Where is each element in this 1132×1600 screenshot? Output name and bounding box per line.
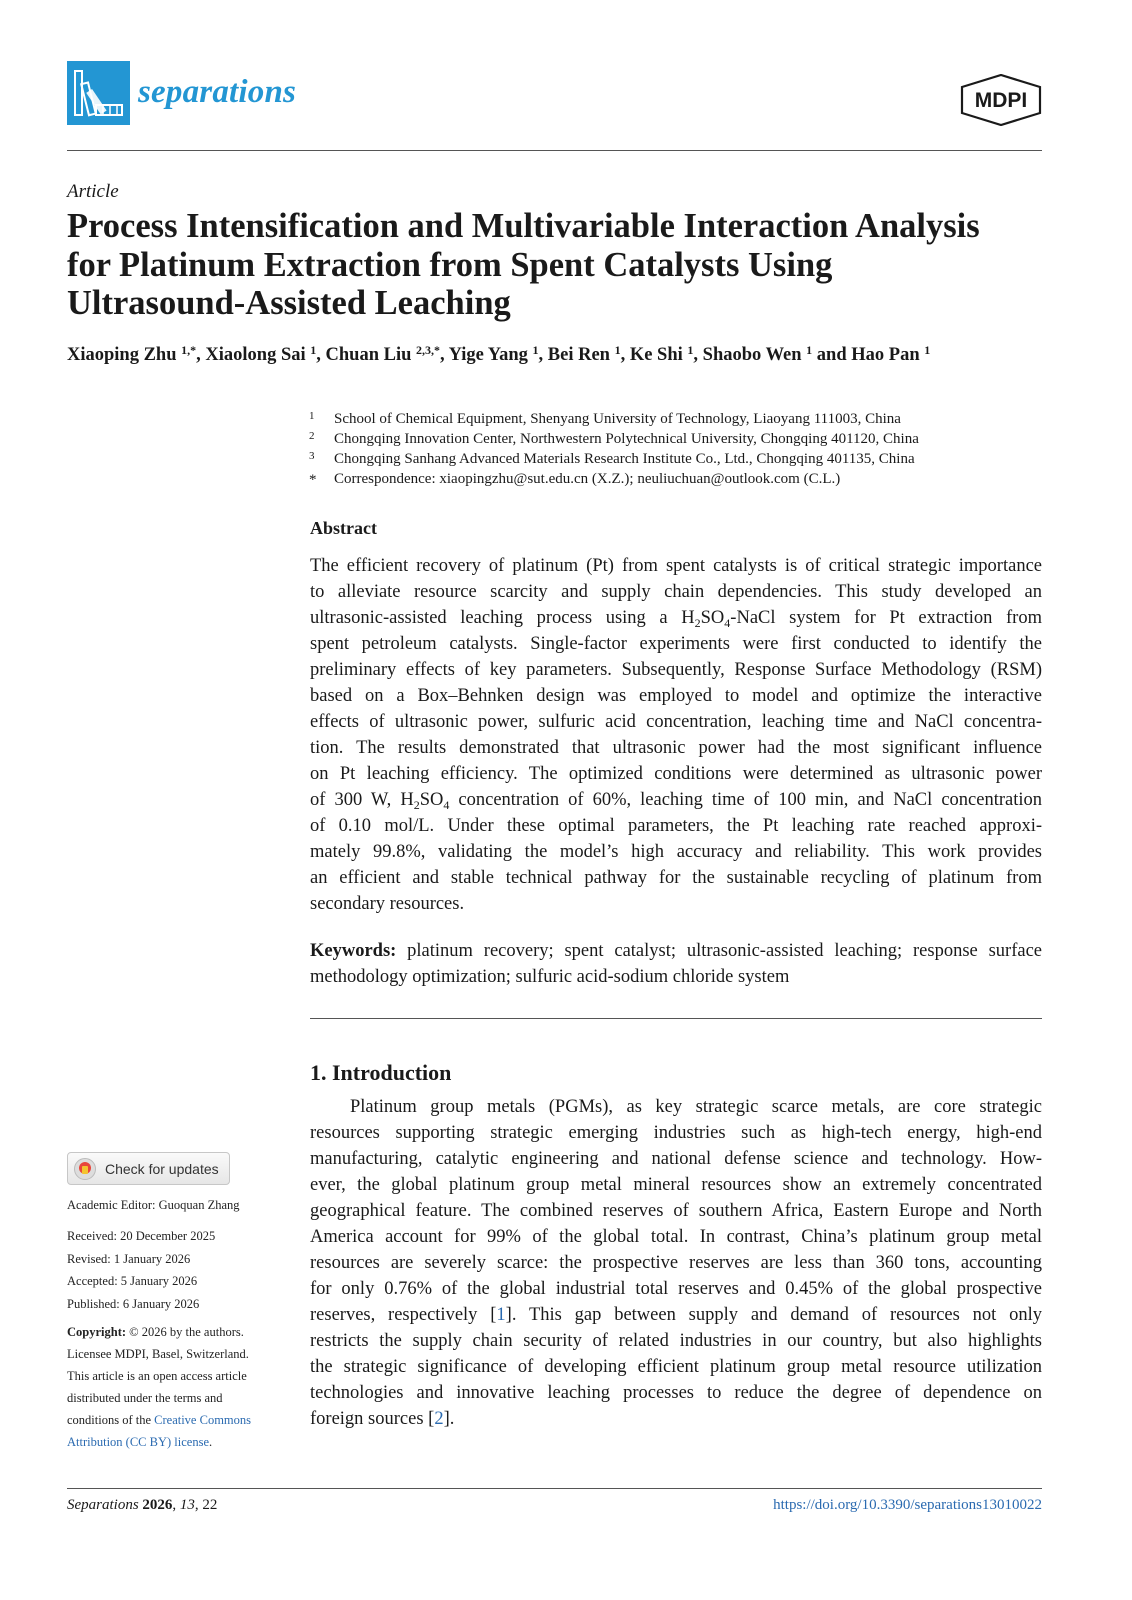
doi-link[interactable]: https://doi.org/10.3390/separations13010022 — [773, 1497, 1042, 1513]
publisher-name: MDPI — [974, 89, 1028, 112]
check-updates-icon — [74, 1158, 96, 1180]
introduction-body — [310, 1094, 1042, 1432]
author-separator: , — [440, 345, 449, 365]
license-link[interactable]: Creative Commons — [154, 1413, 252, 1427]
section-heading: 1. Introduction — [310, 1060, 452, 1085]
footer-article-number: 22 — [202, 1497, 218, 1513]
author-affiliation-mark: 1 — [806, 343, 813, 357]
author-separator: , — [620, 345, 630, 365]
author-separator: and — [812, 345, 852, 365]
abstract-line: based on a Box–Behnken design was employed to model and optimize the interactive — [310, 686, 1042, 706]
abstract-heading: Abstract — [310, 518, 377, 538]
abstract-line: spent petroleum catalysts. Single-factor experiments were first conducted to identify the — [310, 634, 1042, 654]
article-dates — [67, 1225, 287, 1315]
author-separator: , — [316, 345, 326, 365]
affiliation-text: Chongqing Innovation Center, Northwestern Polytechnical University, Chongqing 401120, China — [334, 431, 919, 447]
introduction-line: for only 0.76% of the global industrial total reserves and 0.45% of the global prospective — [310, 1279, 1042, 1299]
author-affiliation-mark: 1 — [614, 343, 621, 357]
citation-link[interactable]: 2 — [434, 1409, 444, 1429]
license-text: conditions of the — [67, 1413, 155, 1427]
keywords-label: Keywords: — [310, 941, 397, 961]
accepted-date: Accepted: 5 January 2026 — [67, 1274, 198, 1288]
footer-citation: Separations 2026, 13, 22 — [67, 1497, 218, 1513]
abstract-line: secondary resources. — [310, 894, 465, 914]
author-name[interactable]: Shaobo Wen — [702, 345, 807, 365]
footer-divider — [67, 1488, 1042, 1489]
affiliation-item — [306, 429, 919, 449]
introduction-line: technologies and innovative leaching processes to reduce the degree of dependence on — [310, 1383, 1042, 1403]
mdpi-logo-icon[interactable] — [960, 74, 1042, 126]
author-separator: , — [196, 345, 206, 365]
correspondence-text[interactable]: Correspondence: xiaopingzhu@sut.edu.cn (X.Z.); neuliuchuan@outlook.com (C.L.) — [334, 471, 841, 487]
subscript: 2 — [413, 798, 420, 812]
author-name[interactable]: Xiaoping Zhu — [67, 345, 182, 365]
introduction-line: foreign sources [2]. — [310, 1409, 455, 1429]
license-text: . — [209, 1435, 213, 1449]
author-affiliation-mark: 1,* — [181, 343, 197, 357]
affiliation-text: Chongqing Sanhang Advanced Materials Research Institute Co., Ltd., Chongqing 401135, China — [334, 451, 915, 467]
affiliation-mark: 2 — [309, 430, 315, 442]
author-affiliation-mark: 1 — [310, 343, 317, 357]
abstract-divider — [310, 1018, 1042, 1019]
check-updates-label: Check for updates — [105, 1160, 219, 1177]
affiliation-mark: 3 — [309, 450, 315, 462]
journal-logo-icon — [67, 61, 130, 125]
check-updates-button[interactable] — [67, 1152, 230, 1185]
author-affiliation-mark: 1 — [532, 343, 539, 357]
abstract-line: The efficient recovery of platinum (Pt) from spent catalysts is of critical strategic importance — [310, 556, 1042, 576]
abstract-line: an efficient and stable technical pathway for the sustainable recycling of platinum from — [310, 868, 1042, 888]
author-separator: , — [693, 345, 703, 365]
abstract-line: to alleviate resource scarcity and supply chain dependencies. This study developed an — [310, 582, 1042, 602]
abstract-line: preliminary effects of key parameters. Subsequently, Response Surface Methodology (RSM) — [310, 660, 1042, 680]
title-line: Ultrasound-Assisted Leaching — [67, 284, 511, 322]
introduction-line: America account for 99% of the global total. In contrast, China’s platinum group metal — [310, 1227, 1042, 1247]
introduction-line: geographical feature. The combined reserves of southern Africa, Eastern Europe and North — [310, 1201, 1042, 1221]
introduction-line: reserves, respectively [1]. This gap between supply and demand of resources not only — [310, 1305, 1043, 1325]
article-title — [67, 207, 1042, 323]
copyright-label: Copyright: — [67, 1325, 127, 1339]
introduction-line: resources are severely scarce: the prospective reserves are less than 360 tons, accounting — [310, 1253, 1042, 1273]
abstract-line: ultrasonic-assisted leaching process using a $H_2SO_4$-NaCl system for Pt extraction from — [310, 608, 1042, 630]
journal-name[interactable]: separations — [138, 74, 297, 110]
author-name[interactable]: Chuan Liu — [325, 345, 416, 365]
subscript: 4 — [443, 798, 450, 812]
revised-date: Revised: 1 January 2026 — [67, 1251, 191, 1266]
author-name[interactable]: Ke Shi — [629, 345, 688, 365]
introduction-line: resources supporting strategic emerging industries such as high-tech energy, high-end — [310, 1123, 1042, 1143]
affiliation-item — [306, 409, 919, 429]
title-line: for Platinum Extraction from Spent Catalysts Using — [67, 245, 833, 284]
abstract-line: of 0.10 mol/L. Under these optimal parameters, the Pt leaching rate reached approxi- — [310, 816, 1042, 836]
author-name[interactable]: Hao Pan — [851, 345, 925, 365]
abstract-line: tion. The results demonstrated that ultrasonic power had the most significant influence — [310, 738, 1042, 758]
introduction-line: Platinum group metals (PGMs), as key strategic scarce metals, are core strategic — [350, 1097, 1042, 1117]
author-name[interactable]: Yige Yang — [448, 345, 533, 365]
footer-journal: Separations — [67, 1497, 139, 1513]
subscript: 2 — [694, 616, 701, 630]
correspondence-mark: * — [309, 472, 317, 488]
author-name[interactable]: Bei Ren — [547, 345, 615, 365]
subscript: 4 — [724, 616, 731, 630]
author-affiliation-mark: 2,3,* — [416, 343, 440, 357]
author-list — [67, 345, 930, 366]
keywords-text: platinum recovery; spent catalyst; ultrasonic-assisted leaching; response surface — [407, 941, 1042, 961]
copyright-text: © 2026 by the authors. — [129, 1325, 244, 1339]
affiliations — [306, 409, 919, 491]
copyright-notice — [67, 1321, 287, 1453]
introduction-line: ever, the global platinum group metal mineral resources show an extremely concentrated — [310, 1175, 1042, 1195]
keywords — [310, 938, 1042, 990]
affiliation-text: School of Chemical Equipment, Shenyang University of Technology, Liaoyang 111003, China — [334, 411, 901, 427]
license-link[interactable]: Attribution (CC BY) license — [67, 1435, 209, 1449]
article-type: Article — [67, 181, 119, 202]
correspondence-item — [306, 469, 919, 491]
footer-volume: 13 — [179, 1497, 195, 1513]
received-date: Received: 20 December 2025 — [67, 1229, 216, 1243]
article-metadata — [67, 1196, 287, 1453]
introduction-line: the strategic significance of developing efficient platinum group metal resource utilization — [310, 1357, 1042, 1377]
license-text: distributed under the terms and — [67, 1391, 223, 1405]
abstract-line: of 300 W, $H_2SO_4$ concentration of 60%, leaching time of 100 min, and NaCl concentration — [310, 790, 1042, 812]
author-affiliation-mark: 1 — [924, 343, 931, 357]
header-divider — [67, 150, 1042, 151]
author-affiliation-mark: 1 — [687, 343, 694, 357]
abstract-line: mately 99.8%, validating the model’s high accuracy and reliability. This work provides — [310, 842, 1042, 862]
license-text: This article is an open access article — [67, 1369, 247, 1383]
keywords-text: methodology optimization; sulfuric acid-sodium chloride system — [310, 967, 790, 987]
abstract-body — [310, 553, 1042, 917]
introduction-line: manufacturing, catalytic engineering and national defense science and technology. How- — [310, 1149, 1042, 1169]
footer-year: 2026 — [142, 1497, 173, 1513]
author-name[interactable]: Xiaolong Sai — [205, 345, 311, 365]
introduction-line: restricts the supply chain security of related industries in our country, but also highlights — [310, 1331, 1042, 1351]
license-text: Licensee MDPI, Basel, Switzerland. — [67, 1347, 249, 1361]
published-date: Published: 6 January 2026 — [67, 1296, 200, 1311]
author-separator: , — [538, 345, 548, 365]
title-line: Process Intensification and Multivariable Interaction Analysis — [67, 207, 980, 245]
abstract-line: on Pt leaching efficiency. The optimized conditions were determined as ultrasonic power — [310, 764, 1042, 784]
affiliation-item — [306, 449, 919, 469]
academic-editor: Academic Editor: Guoquan Zhang — [67, 1198, 240, 1212]
citation-link[interactable]: 1 — [496, 1305, 506, 1325]
affiliation-mark: 1 — [309, 410, 315, 422]
abstract-line: effects of ultrasonic power, sulfuric acid concentration, leaching time and NaCl concentra- — [310, 712, 1042, 732]
